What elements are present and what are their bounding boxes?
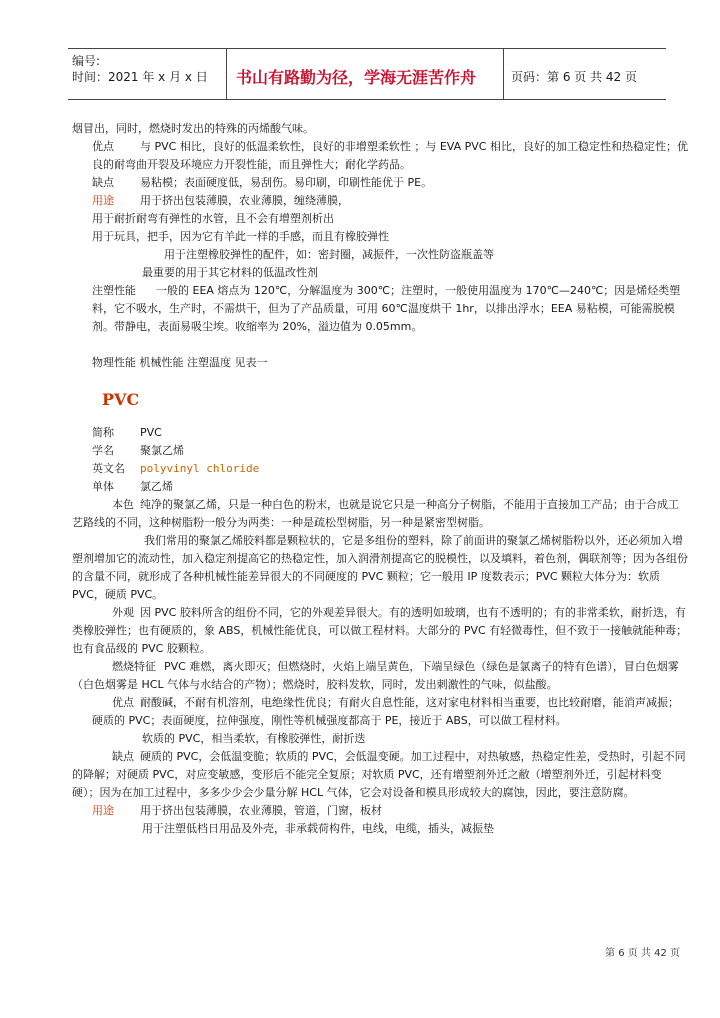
eva-disadvantages <box>92 174 688 192</box>
eva-use-line: 用于玩具，把手，因为它有羊此一样的手感，而且有橡胶弹性 <box>92 230 389 243</box>
pvc-dis-text: 硬质的 PVC，会低温变脆；软质的 PVC，会低温变硬。加工过程中，对热敏感，热稳定性差，受热时，引起不同的降解；对硬质 PVC，对应变敏感，变形后不能完全复原；对软质 PVC，还有增塑剂外迁之敝（增塑剂外迁，引起材料变硬）；因为在加工过程中，多多少少会少量分解 HCL 气体，它会对设备和模具形成较大的腐蚀，因此，要注意防腐。 <box>72 750 686 799</box>
header-motto: 书山有路勤为径，学海无涯苦作舟 <box>236 68 477 87</box>
pvc-sci-value: 聚氯乙烯 <box>140 444 184 457</box>
pvc-abbr <box>92 424 688 442</box>
eva-molding-label: 注塑性能 <box>92 284 136 297</box>
pvc-abbr-value: PVC <box>140 426 162 439</box>
eva-properties-line: 物理性能 机械性能 注塑温度 见表一 <box>92 356 268 369</box>
pvc-advantages <box>72 694 688 712</box>
pvc-paragraph: 我们常用的聚氯乙烯胶料都是颗粒状的，它是多组份的塑料，除了前面讲的聚氯乙烯树脂粉以外，还必须加入增塑剂增加它的流动性，加入稳定剂提高它的热稳定性，加入润滑剂提高它的脱模性，以及填料，着色剂，偶联剂等；因为各组份的含量不同，就形成了各种机械性能差异很大的不同硬度的 PVC 颗粒；它一般用 IP 度数表示；PVC 颗粒大体分为：软质 PVC，硬质 PVC。 <box>72 534 688 601</box>
page-header <box>68 48 666 100</box>
pvc-color-text: 纯净的聚氯乙烯，只是一种白色的粉末，也就是说它只是一种高分子树脂，不能用于直接加工产品；由于合成工艺路线的不同，这种树脂粉一般分为两类：一种是疏松型树脂，另一种是紧密型树脂。 <box>72 498 679 529</box>
pvc-color-label: 本色 <box>112 498 134 511</box>
pvc-appearance <box>72 604 688 658</box>
spacer <box>92 336 688 354</box>
pvc-mono-value: 氯乙烯 <box>140 480 173 493</box>
page-content <box>72 120 688 838</box>
pvc-use-text: 用于挤出包装薄膜，农业薄膜，管道，门窗，板材 <box>140 804 382 817</box>
pvc-soft-line: 软质的 PVC，相当柔软，有橡胶弹性，耐折迭 <box>142 732 366 745</box>
eva-uses <box>92 192 688 210</box>
eva-molding <box>92 282 688 336</box>
eva-use-text: 用于挤出包装薄膜，农业薄膜，缠绕薄膜， <box>140 194 349 207</box>
section-heading-pvc: PVC <box>102 390 140 409</box>
eva-use-line: 用于注塑橡胶弹性的配件，如：密封圈，减振件，一次性防盗瓶盖等 <box>164 248 494 261</box>
header-top-rule <box>68 48 666 49</box>
eva-dis-label: 缺点 <box>92 176 114 189</box>
pvc-english-name <box>92 460 688 478</box>
pvc-disadvantages <box>72 748 688 802</box>
pvc-hard-line: 硬质的 PVC；表面硬度，拉伸强度，刚性等机械强度都高于 PE，接近于 ABS，可以做工程材料。 <box>92 714 567 727</box>
pvc-mono-label: 单体 <box>92 480 114 493</box>
header-number-label: 编号: <box>72 54 101 68</box>
pvc-en-value: polyvinyl chloride <box>140 462 260 475</box>
pvc-burn-label: 燃烧特征 <box>112 660 156 673</box>
eva-dis-text: 易粘模；表面硬度低，易刮伤。易印刷，印刷性能优于 PE。 <box>140 176 433 189</box>
eva-use-line: 用于耐折耐弯有弹性的水管，且不会有增塑剂析出 <box>92 212 334 225</box>
eva-molding-text: 一般的 EEA 熔点为 120℃，分解温度为 300℃；注塑时，一般使用温度为 170℃—240℃；因是烯烃类塑料，它不吸水，生产时，不需烘干，但为了产品质量，可用 60℃温度烘干 1hr，以排出浮水；EEA 易粘模，可能需脱模剂。带静电，表面易吸尘埃。收缩率为 20%，溢边值为 0.05mm。 <box>92 284 681 333</box>
header-divider-right <box>503 48 504 100</box>
eva-use-line: 最重要的用于其它材料的低温改性剂 <box>142 266 318 279</box>
pvc-monomer <box>92 478 688 496</box>
header-bottom-rule <box>68 99 666 100</box>
pvc-look-label: 外观 <box>112 606 134 619</box>
pvc-color <box>72 496 688 532</box>
eva-use-label: 用途 <box>92 194 114 207</box>
pvc-look-text: 因 PVC 胶料所含的组份不同，它的外观差异很大。有的透明如玻璃，也有不透明的；有的非常柔软，耐折迭，有类橡胶弹性；也有硬质的，象 ABS，机械性能优良，可以做工程材料。大部分的 PVC 有轻微毒性，但不致于一接触就能种毒；也有食品级的 PVC 胶颗粒。 <box>72 606 688 655</box>
eva-adv-text: 与 PVC 相比，良好的低温柔软性，良好的非增塑柔软性 ；与 EVA PVC 相比，良好的加工稳定性和热稳定性；优良的耐弯曲开裂及环境应力开裂性能，而且弹性大；耐化学药品。 <box>92 140 688 171</box>
pvc-adv-text: 耐酸碱，不耐有机溶剂，电绝缘性优良；有耐火自息性能，这对家电材料相当重要，也比较耐磨，能消声减振； <box>140 696 679 709</box>
pvc-scientific-name <box>92 442 688 460</box>
pvc-uses <box>92 802 688 820</box>
header-time: 时间：2021 年 x 月 x 日 <box>72 70 208 84</box>
pvc-en-label: 英文名 <box>92 462 125 475</box>
eva-continuation: 烟冒出，同时，燃烧时发出的特殊的丙烯酸气味。 <box>72 122 314 135</box>
pvc-use-line: 用于注塑低档日用品及外壳，非承载荷构件，电线，电缆，插头，减振垫 <box>142 822 494 835</box>
pvc-dis-label: 缺点 <box>112 750 134 763</box>
pvc-use-label: 用途 <box>92 804 114 817</box>
pvc-abbr-label: 简称 <box>92 426 114 439</box>
header-page-number: 页码：第 6 页 共 42 页 <box>511 70 637 84</box>
pvc-sci-label: 学名 <box>92 444 114 457</box>
eva-advantages <box>92 138 688 174</box>
eva-adv-label: 优点 <box>92 140 114 153</box>
pvc-adv-label: 优点 <box>112 696 134 709</box>
pvc-burn-text: PVC 难燃，离火即灭；但燃烧时，火焰上端呈黄色，下端呈绿色（绿色是氯离子的特有色谱），冒白色烟雾（白色烟雾是 HCL 气体与水结合的产物）；燃烧时，胶料发软，同时，发出刺激性的气味，似盐酸。 <box>72 660 679 691</box>
pvc-burning <box>72 658 688 694</box>
header-divider-left <box>226 48 227 100</box>
page-footer: 第 6 页 共 42 页 <box>605 948 680 959</box>
